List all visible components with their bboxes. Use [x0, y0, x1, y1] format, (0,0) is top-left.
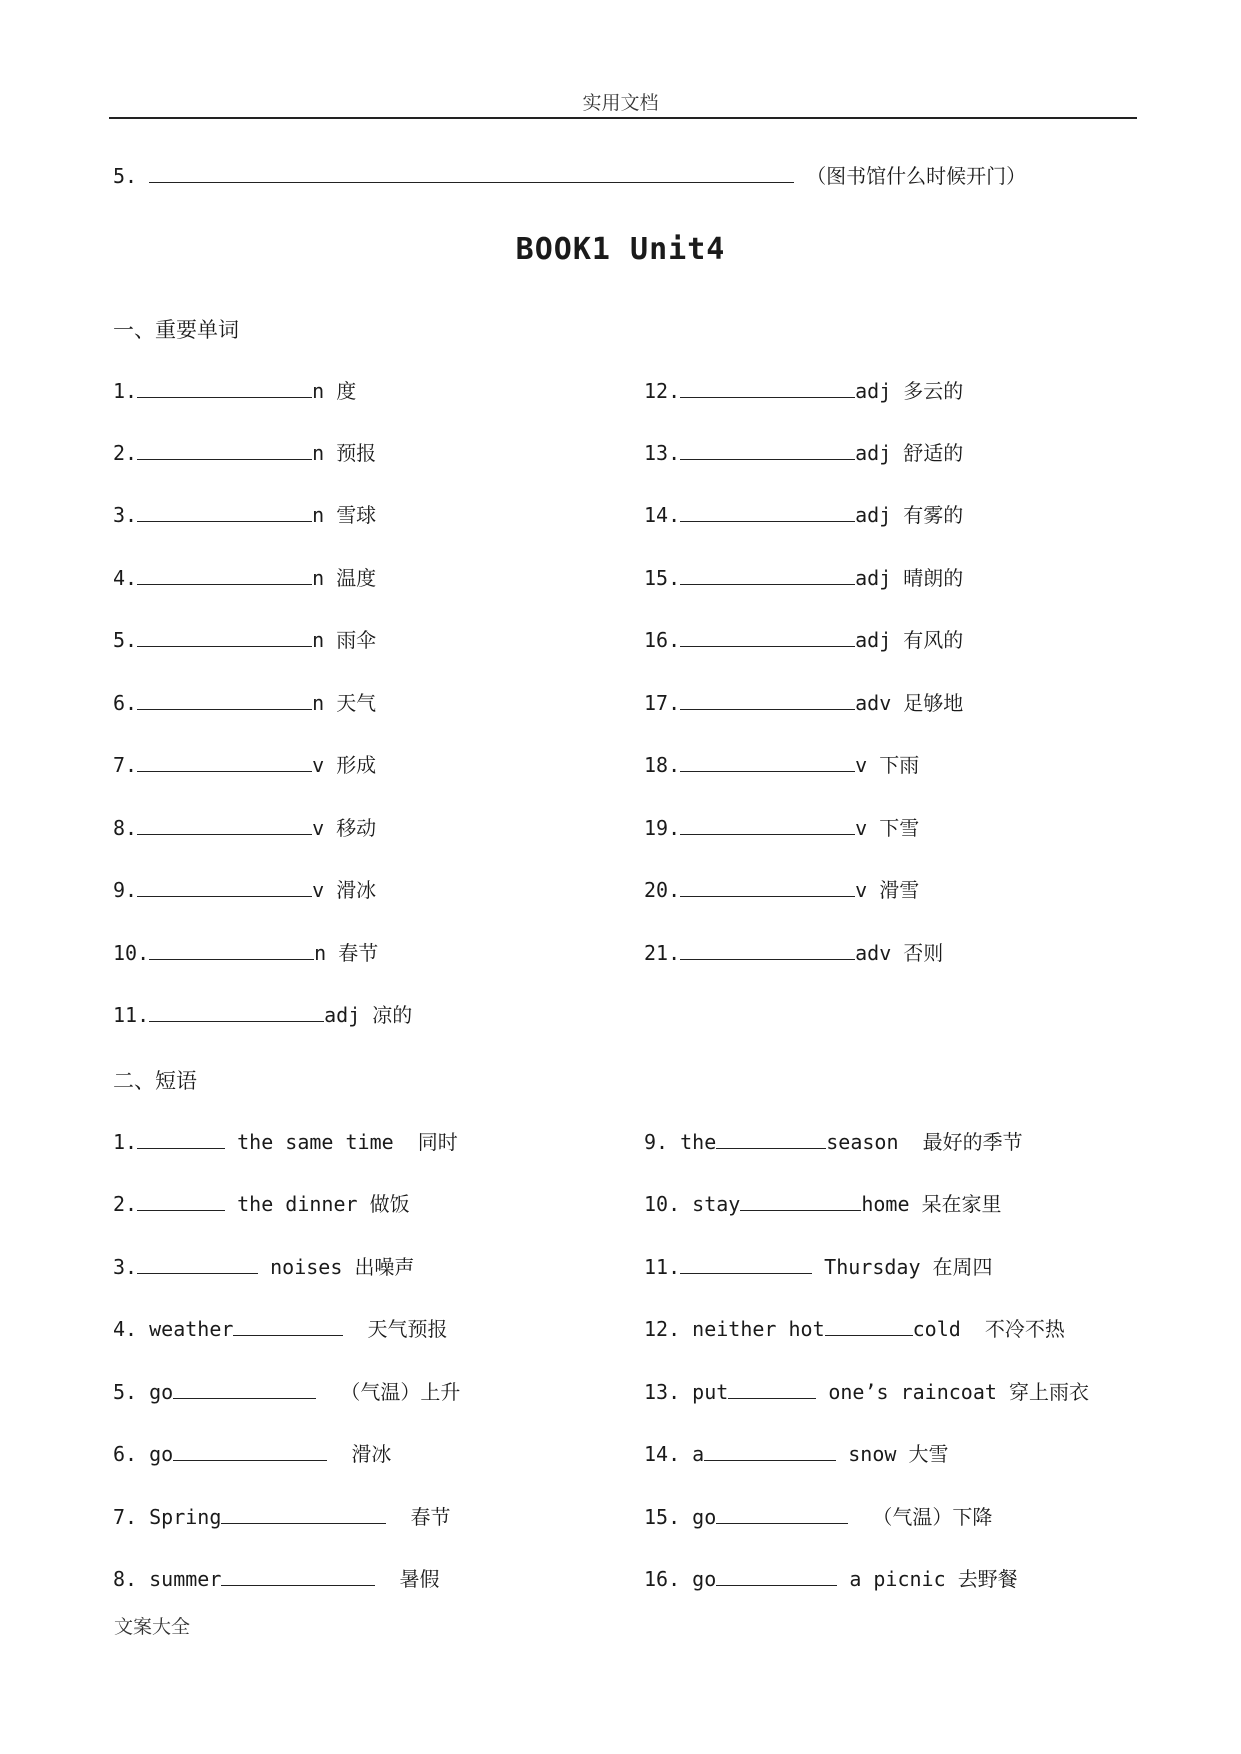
item-number: 8. [113, 816, 138, 840]
vocab-item [644, 377, 963, 403]
answer-blank[interactable] [149, 1001, 324, 1022]
phrase-text: home [861, 1192, 910, 1216]
item-number: 11. [113, 1003, 150, 1027]
meaning: 穿上雨衣 [1008, 1380, 1089, 1404]
phrase-text: stay [692, 1192, 741, 1216]
answer-blank[interactable] [173, 1440, 327, 1461]
vocab-item [113, 1001, 412, 1027]
meaning: 移动 [336, 816, 377, 840]
vocab-item [113, 939, 378, 965]
part-of-speech: adj [855, 566, 892, 590]
item-number: 11. [644, 1255, 681, 1279]
part-of-speech: v [855, 816, 868, 840]
meaning: 同时 [417, 1130, 458, 1154]
meaning: 形成 [336, 753, 377, 777]
item-number: 15. [644, 1505, 681, 1529]
part-of-speech: n [312, 566, 325, 590]
meaning: 在周四 [932, 1255, 993, 1279]
answer-blank[interactable] [137, 377, 312, 398]
meaning: 晴朗的 [903, 566, 964, 590]
answer-blank[interactable] [825, 1315, 913, 1336]
meaning: 有风的 [903, 628, 964, 652]
answer-blank[interactable] [137, 626, 312, 647]
part-of-speech: adj [324, 1003, 361, 1027]
vocab-item [113, 876, 376, 902]
phrase-item [113, 1503, 450, 1529]
answer-blank[interactable] [233, 1315, 343, 1336]
meaning: 出噪声 [354, 1255, 415, 1279]
answer-blank[interactable] [680, 814, 855, 835]
vocab-item [644, 501, 963, 527]
vocab-item [644, 564, 963, 590]
item-number: 9. [644, 1130, 669, 1154]
phrase-item [644, 1378, 1089, 1404]
page-header: 实用文档 [582, 92, 659, 114]
item-number: 2. [113, 1192, 138, 1216]
answer-blank[interactable] [680, 501, 855, 522]
phrase-text: go [692, 1505, 717, 1529]
meaning: 天气预报 [367, 1317, 448, 1341]
part-of-speech: adj [855, 503, 892, 527]
prev-question-5 [113, 162, 1026, 188]
answer-blank[interactable] [680, 439, 855, 460]
answer-blank[interactable] [680, 564, 855, 585]
item-number: 7. [113, 1505, 138, 1529]
item-number: 4. [113, 1317, 138, 1341]
meaning: 最好的季节 [922, 1130, 1023, 1154]
answer-blank[interactable] [716, 1565, 837, 1586]
item-number: 3. [113, 503, 138, 527]
vocab-item [644, 626, 963, 652]
meaning: 有雾的 [903, 503, 964, 527]
item-number: 21. [644, 941, 681, 965]
vocab-item [644, 939, 943, 965]
part-of-speech: n [314, 941, 327, 965]
item-number: 3. [113, 1255, 138, 1279]
phrase-item [644, 1253, 993, 1279]
item-number: 20. [644, 878, 681, 902]
answer-blank[interactable] [680, 689, 855, 710]
part-of-speech: adj [855, 441, 892, 465]
item-number: 15. [644, 566, 681, 590]
answer-blank[interactable] [680, 876, 855, 897]
meaning: 凉的 [372, 1003, 413, 1027]
phrase-item [644, 1128, 1023, 1154]
answer-blank[interactable] [221, 1503, 386, 1524]
phrase-text: Thursday [824, 1255, 921, 1279]
meaning: 滑雪 [879, 878, 920, 902]
meaning: 雨伞 [336, 628, 377, 652]
answer-blank[interactable] [728, 1378, 816, 1399]
phrase-text: weather [149, 1317, 234, 1341]
phrases-heading: 二、短语 [113, 1069, 197, 1093]
meaning: （气温）下降 [872, 1505, 993, 1529]
item-number: 8. [113, 1567, 138, 1591]
meaning: 下雪 [879, 816, 920, 840]
phrase-text: snow [848, 1442, 897, 1466]
phrase-item [644, 1565, 1018, 1591]
phrase-text: the dinner [237, 1192, 358, 1216]
phrase-item [113, 1378, 460, 1404]
answer-blank[interactable] [137, 439, 312, 460]
item-number: 9. [113, 878, 138, 902]
meaning: （气温）上升 [340, 1380, 461, 1404]
phrase-text: cold [912, 1317, 961, 1341]
part-of-speech: adj [855, 379, 892, 403]
phrase-text: summer [149, 1567, 222, 1591]
meaning: 温度 [336, 566, 377, 590]
phrase-text: neither hot [692, 1317, 825, 1341]
item-number: 4. [113, 566, 138, 590]
phrase-text: the [680, 1130, 717, 1154]
answer-blank[interactable] [716, 1503, 848, 1524]
answer-blank[interactable] [137, 1190, 225, 1211]
answer-blank[interactable] [137, 1128, 225, 1149]
part-of-speech: v [855, 878, 868, 902]
vocab-item [113, 439, 376, 465]
part-of-speech: adv [855, 941, 892, 965]
question-hint: （图书馆什么时候开门） [806, 164, 1027, 188]
answer-blank[interactable] [137, 876, 312, 897]
vocab-item [113, 501, 376, 527]
answer-blank[interactable] [137, 814, 312, 835]
vocab-item [644, 689, 963, 715]
item-number: 10. [644, 1192, 681, 1216]
answer-blank[interactable] [680, 939, 855, 960]
item-number: 19. [644, 816, 681, 840]
phrase-text: one’s raincoat [828, 1380, 997, 1404]
vocab-item [644, 814, 919, 840]
part-of-speech: v [312, 753, 325, 777]
phrase-text: noises [270, 1255, 343, 1279]
answer-blank[interactable] [221, 1565, 375, 1586]
header-divider [109, 117, 1137, 119]
meaning: 呆在家里 [921, 1192, 1002, 1216]
item-number: 10. [113, 941, 150, 965]
phrase-text: the same time [237, 1130, 394, 1154]
part-of-speech: v [312, 816, 325, 840]
vocab-item [113, 626, 376, 652]
item-number: 12. [644, 1317, 681, 1341]
item-number: 16. [644, 628, 681, 652]
part-of-speech: adv [855, 691, 892, 715]
vocab-item [644, 876, 919, 902]
meaning: 去野餐 [957, 1567, 1018, 1591]
item-number: 12. [644, 379, 681, 403]
part-of-speech: n [312, 628, 325, 652]
phrase-item [113, 1253, 414, 1279]
answer-blank[interactable] [137, 689, 312, 710]
meaning: 预报 [336, 441, 377, 465]
vocab-item [644, 439, 963, 465]
phrase-item [113, 1315, 448, 1341]
phrase-item [113, 1565, 439, 1591]
item-number: 6. [113, 1442, 138, 1466]
answer-blank[interactable] [740, 1190, 861, 1211]
phrase-item [113, 1128, 458, 1154]
phrase-item [644, 1440, 948, 1466]
answer-blank[interactable] [149, 939, 314, 960]
page-footer: 文案大全 [114, 1616, 191, 1638]
meaning: 滑冰 [336, 878, 377, 902]
item-number: 2. [113, 441, 138, 465]
answer-blank[interactable] [137, 564, 312, 585]
phrase-text: go [149, 1380, 174, 1404]
phrase-text: put [692, 1380, 729, 1404]
item-number: 14. [644, 503, 681, 527]
item-number: 13. [644, 441, 681, 465]
item-number: 16. [644, 1567, 681, 1591]
meaning: 大雪 [908, 1442, 949, 1466]
item-number: 13. [644, 1380, 681, 1404]
vocab-item [113, 814, 376, 840]
phrase-text: Spring [149, 1505, 222, 1529]
phrase-text: go [149, 1442, 174, 1466]
phrase-item [113, 1440, 391, 1466]
vocab-item [644, 751, 919, 777]
item-number: 6. [113, 691, 138, 715]
meaning: 天气 [336, 691, 377, 715]
answer-blank[interactable] [716, 1128, 826, 1149]
question-number: 5. [113, 164, 138, 188]
phrase-text: go [692, 1567, 717, 1591]
vocab-item [113, 564, 376, 590]
phrase-item [644, 1190, 1002, 1216]
answer-blank[interactable] [680, 751, 855, 772]
answer-blank[interactable] [173, 1378, 316, 1399]
answer-blank[interactable] [137, 751, 312, 772]
phrase-text: a [692, 1442, 705, 1466]
item-number: 1. [113, 379, 138, 403]
meaning: 度 [336, 379, 357, 403]
phrase-text: a picnic [849, 1567, 946, 1591]
answer-blank[interactable] [149, 162, 794, 183]
meaning: 做饭 [369, 1192, 410, 1216]
item-number: 5. [113, 1380, 138, 1404]
item-number: 14. [644, 1442, 681, 1466]
meaning: 足够地 [903, 691, 964, 715]
part-of-speech: n [312, 379, 325, 403]
meaning: 不冷不热 [984, 1317, 1065, 1341]
answer-blank[interactable] [680, 1253, 812, 1274]
vocab-heading: 一、重要单词 [113, 318, 239, 342]
item-number: 5. [113, 628, 138, 652]
meaning: 否则 [903, 941, 944, 965]
meaning: 春节 [410, 1505, 451, 1529]
vocab-item [113, 689, 376, 715]
unit-title: BOOK1 Unit4 [515, 232, 726, 267]
answer-blank[interactable] [137, 501, 312, 522]
phrase-item [644, 1503, 992, 1529]
vocab-item [113, 377, 356, 403]
part-of-speech: n [312, 441, 325, 465]
answer-blank[interactable] [680, 377, 855, 398]
item-number: 17. [644, 691, 681, 715]
meaning: 雪球 [336, 503, 377, 527]
meaning: 滑冰 [351, 1442, 392, 1466]
part-of-speech: v [855, 753, 868, 777]
part-of-speech: n [312, 503, 325, 527]
item-number: 1. [113, 1130, 138, 1154]
answer-blank[interactable] [137, 1253, 258, 1274]
meaning: 下雨 [879, 753, 920, 777]
phrase-item [644, 1315, 1065, 1341]
vocab-item [113, 751, 376, 777]
item-number: 7. [113, 753, 138, 777]
part-of-speech: v [312, 878, 325, 902]
meaning: 多云的 [903, 379, 964, 403]
part-of-speech: adj [855, 628, 892, 652]
answer-blank[interactable] [680, 626, 855, 647]
meaning: 舒适的 [903, 441, 964, 465]
meaning: 暑假 [399, 1567, 440, 1591]
phrase-text: season [826, 1130, 899, 1154]
item-number: 18. [644, 753, 681, 777]
answer-blank[interactable] [704, 1440, 836, 1461]
phrase-item [113, 1190, 410, 1216]
part-of-speech: n [312, 691, 325, 715]
meaning: 春节 [338, 941, 379, 965]
